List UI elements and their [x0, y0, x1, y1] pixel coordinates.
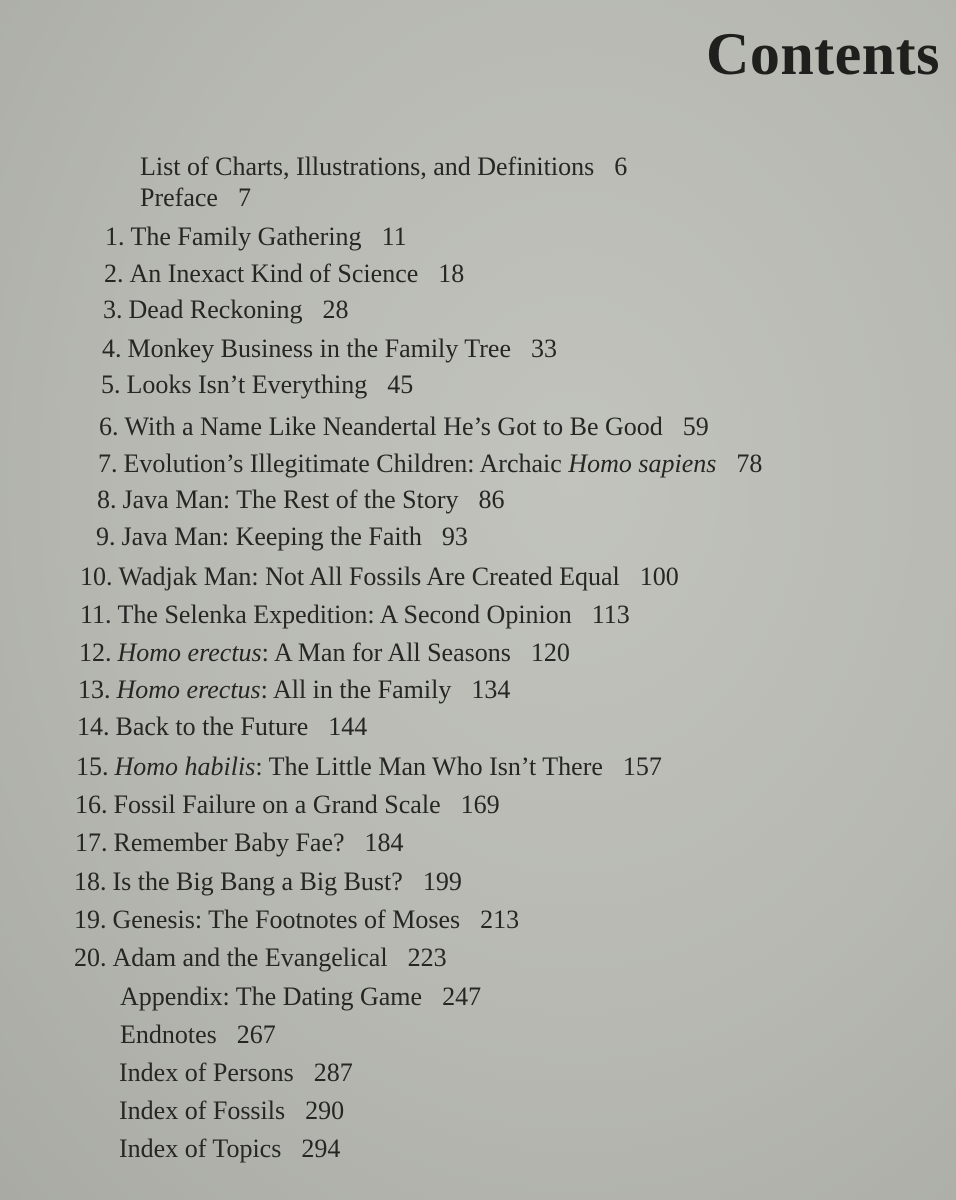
entry-page: 157	[622, 752, 662, 781]
entry-title: Looks Isn’t Everything	[126, 370, 368, 399]
toc-entry-chapter-19	[74, 905, 519, 935]
chapter-number: 3.	[103, 295, 123, 324]
chapter-number: 2.	[104, 259, 124, 288]
toc-entry-chapter-8	[97, 485, 505, 515]
entry-page: 287	[313, 1058, 353, 1087]
toc-entry-chapter-11	[80, 600, 630, 630]
toc-entry-chapter-3	[103, 295, 349, 325]
entry-title: Index of Topics	[119, 1134, 282, 1163]
entry-page: 59	[682, 412, 709, 441]
chapter-number: 8.	[97, 485, 117, 514]
chapter-number: 5.	[101, 370, 121, 399]
entry-title: Wadjak Man: Not All Fossils Are Created Equal	[118, 562, 620, 591]
entry-page: 45	[387, 370, 414, 399]
entry-page: 267	[236, 1020, 276, 1049]
entry-title: Java Man: Keeping the Faith	[121, 522, 422, 551]
entry-page: 6	[614, 152, 628, 181]
toc-entry-chapter-15	[76, 752, 662, 782]
toc-entry-chapter-4	[102, 334, 557, 364]
entry-title-italic: Homo sapiens	[568, 449, 717, 478]
entry-title: Back to the Future	[115, 712, 309, 741]
entry-title: Dead Reckoning	[128, 295, 303, 324]
entry-page: 184	[364, 828, 404, 857]
entry-title: Evolution’s Illegitimate Children: Archaic	[123, 449, 569, 478]
entry-title: Is the Big Bang a Big Bust?	[112, 867, 403, 896]
entry-title: Remember Baby Fae?	[113, 828, 345, 857]
chapter-number: 9.	[96, 522, 116, 551]
entry-title: Fossil Failure on a Grand Scale	[113, 790, 441, 819]
chapter-number: 19.	[74, 905, 107, 934]
entry-title: Genesis: The Footnotes of Moses	[112, 905, 461, 934]
entry-page: 113	[591, 600, 630, 629]
entry-title: Adam and the Evangelical	[112, 943, 388, 972]
chapter-number: 13.	[78, 675, 111, 704]
entry-title-rest: : All in the Family	[260, 675, 452, 704]
entry-title-italic: Homo habilis	[114, 752, 256, 781]
toc-entry-chapter-16	[75, 790, 500, 820]
chapter-number: 18.	[74, 867, 107, 896]
chapter-number: 4.	[102, 334, 122, 363]
entry-page: 33	[531, 334, 558, 363]
toc-entry-back-endnotes	[120, 1020, 276, 1050]
entry-page: 134	[471, 675, 511, 704]
chapter-number: 20.	[74, 943, 107, 972]
entry-title-rest: : A Man for All Seasons	[261, 638, 511, 667]
entry-title: With a Name Like Neandertal He’s Got to Be Good	[124, 412, 663, 441]
toc-entry-chapter-17	[75, 828, 404, 858]
entry-page: 169	[460, 790, 500, 819]
toc-entry-chapter-1	[105, 222, 407, 252]
entry-page: 7	[237, 183, 251, 212]
entry-page: 86	[478, 485, 505, 514]
entry-page: 290	[305, 1096, 345, 1125]
entry-page: 199	[422, 867, 462, 896]
chapter-number: 15.	[76, 752, 109, 781]
chapter-number: 11.	[80, 600, 112, 629]
entry-page: 120	[530, 638, 570, 667]
toc-entry-chapter-2	[104, 259, 464, 289]
entry-title: The Family Gathering	[130, 222, 362, 251]
entry-page: 213	[480, 905, 520, 934]
toc-entry-chapter-6	[99, 412, 709, 442]
toc-entry-chapter-7	[98, 449, 762, 479]
chapter-number: 1.	[105, 222, 125, 251]
toc-entry-back-appendix	[120, 982, 481, 1012]
entry-page: 247	[442, 982, 482, 1011]
toc-entry-chapter-20	[74, 943, 447, 973]
toc-entry-chapter-13	[78, 675, 510, 705]
chapter-number: 6.	[99, 412, 119, 441]
entry-title-italic: Homo erectus	[116, 675, 261, 704]
chapter-number: 17.	[75, 828, 108, 857]
entry-title: Preface	[140, 183, 218, 212]
entry-title-rest: : The Little Man Who Isn’t There	[255, 752, 603, 781]
entry-title: List of Charts, Illustrations, and Definitions	[140, 152, 595, 181]
entry-page: 78	[736, 449, 763, 478]
entry-page: 223	[407, 943, 447, 972]
entry-page: 100	[639, 562, 679, 591]
chapter-number: 12.	[79, 638, 112, 667]
entry-title: An Inexact Kind of Science	[129, 259, 419, 288]
entry-page: 11	[381, 222, 407, 251]
entry-title: Endnotes	[120, 1020, 217, 1049]
chapter-number: 10.	[80, 562, 113, 591]
entry-title: Monkey Business in the Family Tree	[127, 334, 512, 363]
entry-page: 18	[438, 259, 465, 288]
entry-title: Appendix: The Dating Game	[120, 982, 423, 1011]
toc-entry-chapter-12	[79, 638, 570, 668]
toc-entry-chapter-5	[101, 370, 413, 400]
toc-entry-front-preface	[140, 183, 251, 213]
entry-title: Index of Fossils	[119, 1096, 286, 1125]
entry-page: 93	[441, 522, 468, 551]
entry-page: 144	[328, 712, 368, 741]
toc-entry-chapter-9	[96, 522, 468, 552]
chapter-number: 7.	[98, 449, 118, 478]
entry-page: 28	[322, 295, 349, 324]
entry-title: The Selenka Expedition: A Second Opinion	[117, 600, 572, 629]
entry-title: Index of Persons	[119, 1058, 294, 1087]
entry-page: 294	[301, 1134, 341, 1163]
toc-entry-chapter-14	[77, 712, 367, 742]
entry-title-italic: Homo erectus	[117, 638, 262, 667]
toc-entry-back-index-persons	[119, 1058, 353, 1088]
toc-entry-chapter-10	[80, 562, 679, 592]
chapter-number: 14.	[77, 712, 110, 741]
toc-entry-back-index-fossils	[119, 1096, 344, 1126]
toc-entry-back-index-topics	[119, 1134, 340, 1164]
chapter-number: 16.	[75, 790, 108, 819]
page-title: Contents	[705, 21, 940, 87]
toc-entry-front-charts	[140, 152, 627, 182]
toc-entry-chapter-18	[74, 867, 462, 897]
entry-title: Java Man: The Rest of the Story	[122, 485, 459, 514]
